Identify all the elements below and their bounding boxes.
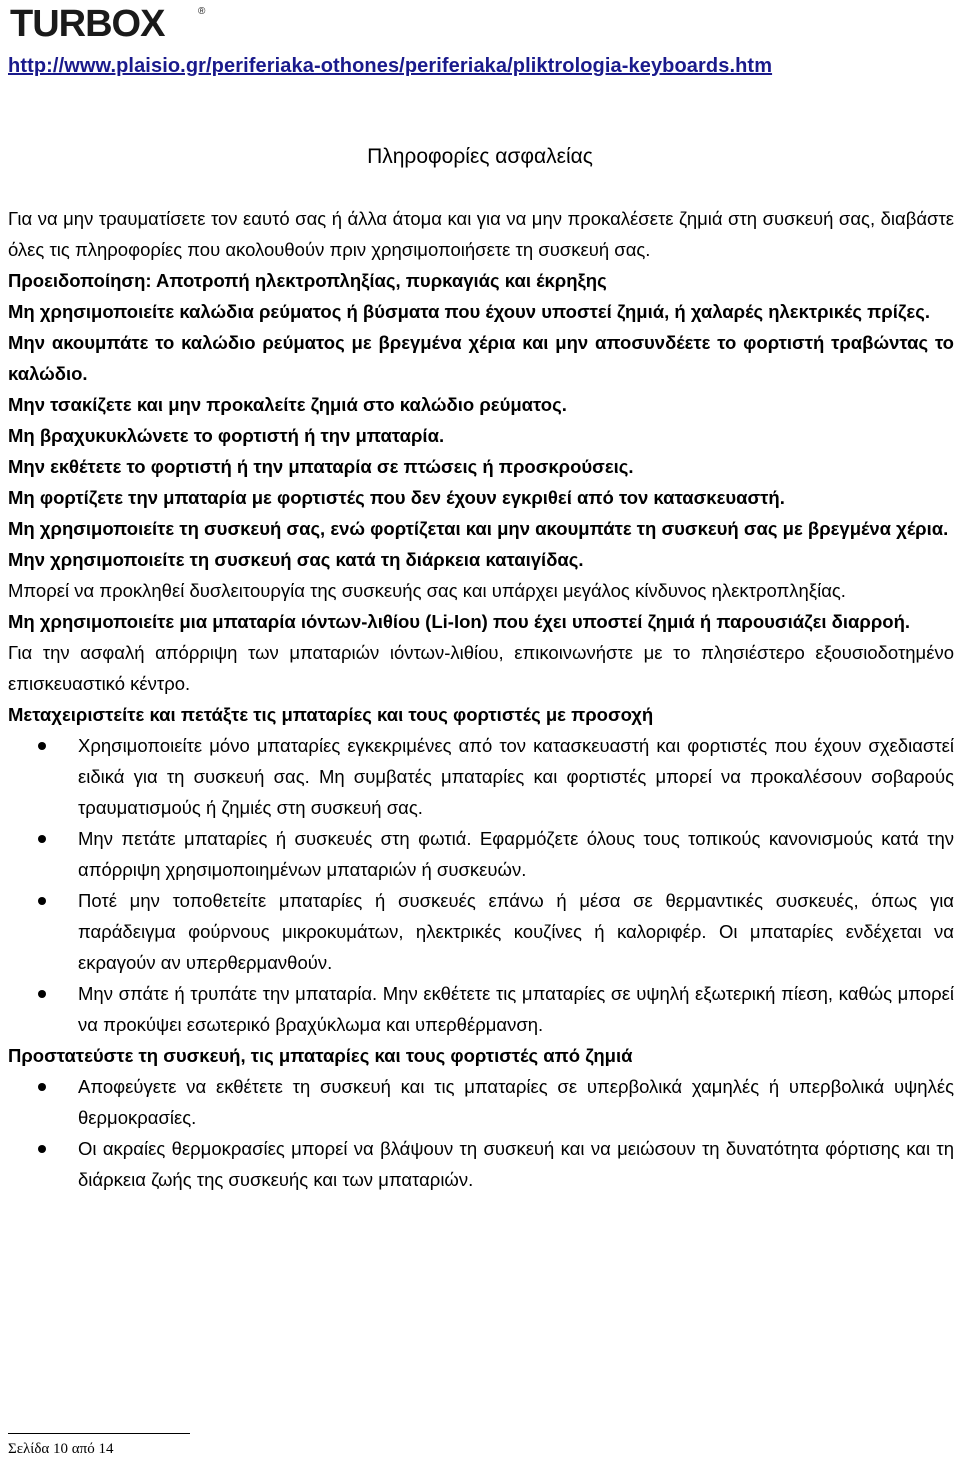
section-heading-batteries: Μεταχειριστείτε και πετάξτε τις μπαταρίες και τους φορτιστές με προσοχή [8, 704, 654, 725]
bullet-icon [38, 835, 46, 843]
disposal-note: Για την ασφαλή απόρριψη των μπαταριών ιόντων-λιθίου, επικοινωνήστε με το πλησιέστερο εξουσιοδοτημένο επισκευαστικό κέντρο. [8, 642, 954, 694]
bullet-icon [38, 990, 46, 998]
list-item-text: Ποτέ μην τοποθετείτε μπαταρίες ή συσκευές επάνω ή μέσα σε θερμαντικές συσκευές, όπως για παράδειγμα φούρνους μικροκυμάτων, ηλεκτρικές κουζίνες ή καλοριφέρ. Οι μπαταρίες ενδέχεται να εκραγούν αν υπερθερμανθούν. [78, 890, 954, 973]
list-item-text: Χρησιμοποιείτε μόνο μπαταρίες εγκεκριμένες από τον κατασκευαστή και φορτιστές που έχουν σχεδιαστεί ειδικά για τη συσκευή σας. Μη συμβατές μπαταρίες και φορτιστές μπορεί να προκαλέσουν σοβαρούς τραυματισμούς ή ζημιές στη συσκευή σας. [78, 735, 954, 818]
bullet-icon [38, 1145, 46, 1153]
warning-item: Μην ακουμπάτε το καλώδιο ρεύματος με βρεγμένα χέρια και μην αποσυνδέετε το φορτιστή τραβώντας το καλώδιο. [8, 332, 954, 384]
warning-item: Μη βραχυκυκλώνετε το φορτιστή ή την μπαταρία. [8, 425, 445, 446]
bullet-icon [38, 897, 46, 905]
source-url-link[interactable]: http://www.plaisio.gr/periferiaka-othones/periferiaka/pliktrologia-keyboards.htm [8, 55, 773, 77]
footer-divider [8, 1433, 190, 1434]
warning-item: Μη φορτίζετε την μπαταρία με φορτιστές που δεν έχουν εγκριθεί από τον κατασκευαστή. [8, 487, 785, 508]
page-title: Πληροφορίες ασφαλείας [367, 145, 593, 168]
logo-registered-mark: ® [198, 6, 206, 17]
list-item [8, 823, 954, 885]
warning-item: Μην τσακίζετε και μην προκαλείτε ζημιά στο καλώδιο ρεύματος. [8, 394, 567, 415]
warning-item: Μη χρησιμοποιείτε καλώδια ρεύματος ή βύσματα που έχουν υποστεί ζημιά, ή χαλαρές ηλεκτρικές πρίζες. [8, 301, 930, 322]
list-item [8, 885, 954, 978]
warning-item: Μην χρησιμοποιείτε τη συσκευή σας κατά τη διάρκεια καταιγίδας. [8, 549, 584, 570]
turbox-logo-image [8, 2, 208, 42]
intro-paragraph: Για να μην τραυματίσετε τον εαυτό σας ή άλλα άτομα και για να μην προκαλέσετε ζημιά στη συσκευή σας, διαβάστε όλες τις πληροφορίες που ακολουθούν πριν χρησιμοποιήσετε τη συσκευή σας. [8, 208, 954, 260]
list-item [8, 730, 954, 823]
list-item-text: Μην πετάτε μπαταρίες ή συσκευές στη φωτιά. Εφαρμόζετε όλους τους τοπικούς κανονισμούς κατά την απόρριψη χρησιμοποιημένων μπαταριών ή συσκευών. [78, 828, 954, 880]
page-number: Σελίδα 10 από 14 [8, 1441, 114, 1457]
list-item [8, 978, 954, 1040]
protection-list [8, 1071, 954, 1195]
storm-note: Μπορεί να προκληθεί δυσλειτουργία της συσκευής σας και υπάρχει μεγάλος κίνδυνος ηλεκτροπληξίας. [8, 580, 846, 601]
logo-text: TURBOX [10, 3, 165, 42]
bullet-icon [38, 742, 46, 750]
warning-item: Μη χρησιμοποιείτε τη συσκευή σας, ενώ φορτίζεται και μην ακουμπάτε τη συσκευή σας με βρεγμένα χέρια. [8, 518, 949, 539]
list-item [8, 1133, 954, 1195]
turbox-logo [8, 2, 208, 42]
warning-item: Μην εκθέτετε το φορτιστή ή την μπαταρία σε πτώσεις ή προσκρούσεις. [8, 456, 634, 477]
battery-handling-list [8, 730, 954, 1040]
section-heading-protection: Προστατεύστε τη συσκευή, τις μπαταρίες και τους φορτιστές από ζημιά [8, 1045, 633, 1066]
list-item-text: Οι ακραίες θερμοκρασίες μπορεί να βλάψουν τη συσκευή και να μειώσουν τη δυνατότητα φόρτισης και τη διάρκεια ζωής της συσκευής και των μπαταριών. [78, 1138, 954, 1190]
list-item-text: Μην σπάτε ή τρυπάτε την μπαταρία. Μην εκθέτετε τις μπαταρίες σε υψηλή εξωτερική πίεση, καθώς μπορεί να προκύψει εσωτερικό βραχύκλωμα και υπερθέρμανση. [78, 983, 954, 1035]
warning-heading: Προειδοποίηση: Αποτροπή ηλεκτροπληξίας, πυρκαγιάς και έκρηξης [8, 270, 607, 291]
document-body [8, 203, 954, 1195]
list-item-text: Αποφεύγετε να εκθέτετε τη συσκευή και τις μπαταρίες σε υπερβολικά χαμηλές ή υπερβολικά υψηλές θερμοκρασίες. [78, 1076, 954, 1128]
bullet-icon [38, 1083, 46, 1091]
liion-warning: Μη χρησιμοποιείτε μια μπαταρία ιόντων-λιθίου (Li-Ion) που έχει υποστεί ζημιά ή παρουσιάζει διαρροή. [8, 611, 911, 632]
list-item [8, 1071, 954, 1133]
